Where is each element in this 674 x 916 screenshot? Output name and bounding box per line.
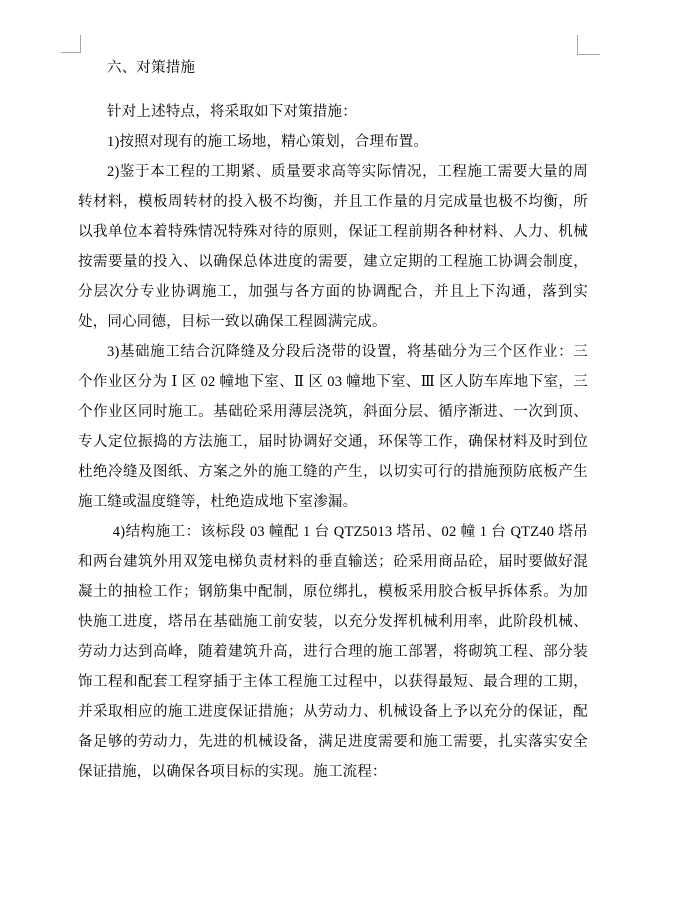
- paragraph-intro: 针对上述特点，将采取如下对策措施：: [107, 104, 357, 120]
- paragraph-measure-1: 1)按照对现有的施工场地，精心策划，合理布置。: [107, 134, 429, 150]
- text-boundary-mark-top-right: [577, 35, 600, 55]
- paragraph-measure-3: 3)基础施工结合沉降缝及分段后浇带的设置，将基础分为三个区作业：三个作业区分为 Ⅰ 区 02 幢地下室、Ⅱ 区 03 幢地下室、Ⅲ 区人防车库地下室，三个作业区同时施工。基础砼采用薄层浇筑，斜面分层、循序渐进、一次到顶、专人定位振捣的方法施工，届时协调好交通，环保等工作，确保材料及时到位杜绝冷缝及图纸、方案之外的施工缝的产生，以切实可行的措施预防底板产生施工缝或温度缝等，杜绝造成地下室渗漏。: [78, 344, 588, 510]
- paragraph-measure-4: 4)结构施工：该标段 03 幢配 1 台 QTZ5013 塔吊、02 幢 1 台 QTZ40 塔吊和两台建筑外用双笼电梯负责材料的垂直输送；砼采用商品砼，届时要做好混凝土的抽检工作；钢筋集中配制，原位绑扎，模板采用胶合板早拆体系。为加快施工进度，塔吊在基础施工前安装，以充分发挥机械利用率，此阶段机械、劳动力达到高峰，随着建筑升高，进行合理的施工部署，将砌筑工程、部分装饰工程和配套工程穿插于主体工程施工过程中，以获得最短、最合理的工期，并采取相应的施工进度保证措施；从劳动力、机械设备上予以充分的保证，配备足够的劳动力，先进的机械设备，满足进度需要和施工需要，扎实落实安全保证措施，以确保各项目标的实现。施工流程：: [78, 524, 588, 780]
- paragraph-measure-2: 2)鉴于本工程的工期紧、质量要求高等实际情况，工程施工需要大量的周转材料，模板周转材的投入极不均衡，并且工作量的月完成量也极不均衡，所以我单位本着特殊情况特殊对待的原则，保证工程前期各种材料、人力、机械按需要量的投入、以确保总体进度的需要，建立定期的工程施工协调会制度，分层次分专业协调施工，加强与各方面的协调配合，并且上下沟通，落到实处，同心同德，目标一致以确保工程圆满完成。: [78, 164, 588, 330]
- document-text-area: [78, 53, 588, 787]
- section-heading: 六、对策措施: [107, 60, 196, 76]
- text-boundary-mark-top-left: [61, 35, 81, 53]
